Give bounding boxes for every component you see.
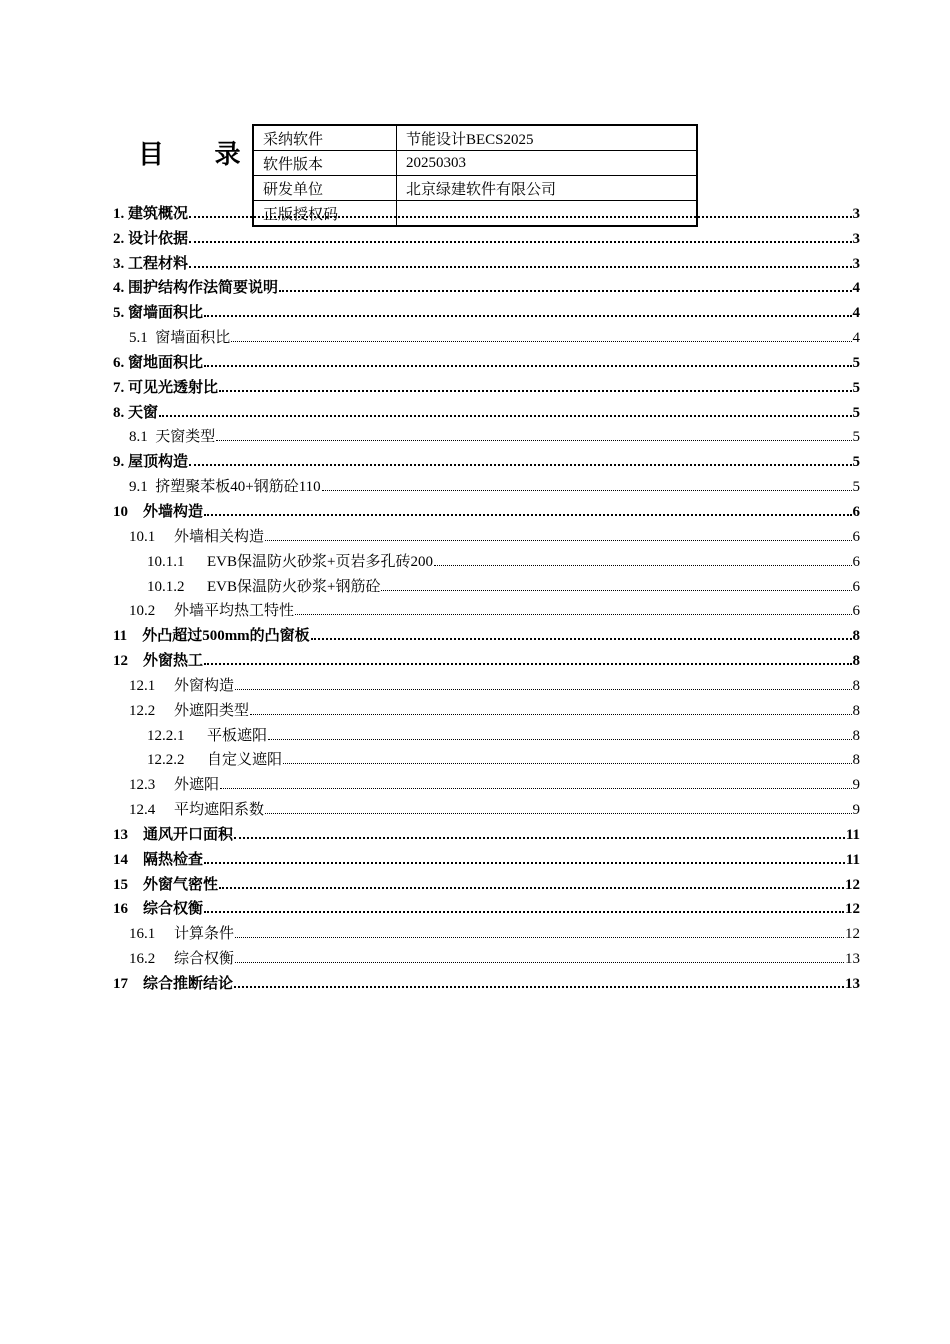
dot-leader bbox=[204, 364, 851, 367]
toc-entry[interactable] bbox=[113, 471, 860, 496]
toc-entry-label: 天窗 bbox=[128, 404, 159, 421]
toc-entry[interactable] bbox=[113, 446, 860, 471]
toc-entry-page: 5 bbox=[852, 404, 860, 421]
info-key: 软件版本 bbox=[253, 151, 397, 176]
toc-entry-page: 12 bbox=[845, 901, 860, 918]
toc-entry-label: 外墙相关构造 bbox=[174, 528, 265, 545]
toc-entry-page: 4 bbox=[852, 280, 860, 297]
toc-entry[interactable] bbox=[113, 720, 860, 745]
dot-leader bbox=[204, 314, 851, 317]
toc-entry-page: 12 bbox=[845, 876, 860, 893]
toc-entry[interactable] bbox=[113, 347, 860, 372]
toc-entry-number: 10.1 bbox=[129, 528, 174, 545]
toc-entry-number: 10.2 bbox=[129, 603, 174, 620]
dot-leader bbox=[295, 613, 851, 615]
toc-entry-page: 13 bbox=[845, 951, 860, 968]
dot-leader bbox=[265, 539, 851, 541]
toc-entry-page: 3 bbox=[852, 205, 860, 222]
toc-entry-label: 建筑概况 bbox=[128, 205, 189, 222]
toc-entry-label: EVB保温防火砂浆+钢筋砼 bbox=[207, 578, 381, 595]
toc-entry-page: 8 bbox=[852, 653, 860, 670]
toc-entry-number: 12.3 bbox=[129, 777, 174, 794]
toc-entry-number: 17 bbox=[113, 976, 143, 992]
toc-entry-label: 通风开口面积 bbox=[143, 826, 234, 843]
dot-leader bbox=[204, 662, 851, 665]
toc-entry[interactable] bbox=[113, 372, 860, 397]
toc-entry-label: 外墙平均热工特性 bbox=[174, 603, 295, 620]
dot-leader bbox=[235, 961, 844, 963]
info-row bbox=[253, 176, 697, 201]
dot-leader bbox=[235, 688, 851, 690]
toc-entry-label: 工程材料 bbox=[128, 255, 189, 272]
toc-entry-number: 12.2.1 bbox=[147, 727, 207, 744]
toc-entry-page: 6 bbox=[852, 603, 860, 620]
toc-entry-page: 11 bbox=[845, 851, 860, 868]
toc-entry[interactable] bbox=[113, 248, 860, 273]
table-of-contents bbox=[113, 198, 860, 993]
toc-entry-page: 5 bbox=[852, 379, 860, 396]
toc-entry-label: 计算条件 bbox=[174, 926, 235, 943]
dot-leader bbox=[189, 215, 851, 218]
toc-entry-label: 外凸超过500mm的凸窗板 bbox=[142, 628, 310, 645]
toc-entry-number: 8. bbox=[113, 404, 128, 421]
info-value: 北京绿建软件有限公司 bbox=[397, 176, 698, 201]
toc-entry-page: 4 bbox=[852, 330, 860, 347]
toc-entry-number: 2. bbox=[113, 230, 128, 247]
toc-entry-label: 平均遮阳系数 bbox=[174, 802, 265, 819]
dot-leader bbox=[189, 463, 851, 466]
toc-entry-number: 12.1 bbox=[129, 677, 174, 694]
toc-entry-page: 3 bbox=[852, 255, 860, 272]
dot-leader bbox=[216, 439, 851, 441]
toc-entry[interactable] bbox=[113, 546, 860, 571]
toc-entry-number: 13 bbox=[113, 826, 143, 843]
dot-leader bbox=[268, 738, 851, 740]
toc-entry-label: 窗墙面积比 bbox=[128, 305, 204, 322]
toc-entry-label: 外遮阳类型 bbox=[174, 702, 250, 719]
toc-entry-number: 4. bbox=[113, 280, 128, 297]
toc-entry[interactable] bbox=[113, 769, 860, 794]
toc-entry[interactable] bbox=[113, 844, 860, 869]
toc-entry-number: 14 bbox=[113, 851, 143, 868]
info-key: 研发单位 bbox=[253, 176, 397, 201]
toc-entry-label: 屋顶构造 bbox=[128, 454, 189, 471]
dot-leader bbox=[250, 713, 851, 715]
toc-heading: 目 录 bbox=[138, 140, 263, 169]
toc-entry-page: 8 bbox=[852, 702, 860, 719]
toc-entry-page: 5 bbox=[852, 454, 860, 471]
toc-entry[interactable] bbox=[113, 645, 860, 670]
toc-entry[interactable] bbox=[113, 422, 860, 447]
toc-entry-number: 9. bbox=[113, 454, 128, 471]
toc-entry-label: 综合权衡 bbox=[174, 951, 235, 968]
dot-leader bbox=[311, 637, 852, 640]
toc-entry[interactable] bbox=[113, 894, 860, 919]
toc-entry-number: 11 bbox=[113, 628, 143, 645]
toc-entry[interactable] bbox=[113, 943, 860, 968]
toc-entry-page: 13 bbox=[845, 976, 860, 992]
toc-entry-number: 5.1 bbox=[129, 330, 156, 347]
toc-entry[interactable] bbox=[113, 223, 860, 248]
dot-leader bbox=[219, 886, 844, 889]
toc-entry-label: EVB保温防火砂浆+页岩多孔砖200 bbox=[207, 553, 433, 570]
toc-entry-page: 12 bbox=[845, 926, 860, 943]
dot-leader bbox=[279, 289, 851, 292]
toc-entry[interactable] bbox=[113, 745, 860, 770]
info-row bbox=[253, 151, 697, 176]
toc-entry-number: 12 bbox=[113, 653, 143, 670]
toc-entry-page: 8 bbox=[852, 727, 860, 744]
toc-entry-page: 5 bbox=[852, 479, 860, 496]
toc-entry-label: 外窗气密性 bbox=[143, 876, 219, 893]
toc-entry-page: 5 bbox=[852, 354, 860, 371]
toc-entry[interactable] bbox=[113, 670, 860, 695]
toc-entry-number: 3. bbox=[113, 255, 128, 272]
dot-leader bbox=[189, 265, 851, 268]
toc-entry-page: 6 bbox=[852, 553, 860, 570]
dot-leader bbox=[159, 414, 851, 417]
toc-entry[interactable] bbox=[113, 322, 860, 347]
dot-leader bbox=[434, 564, 852, 566]
toc-entry[interactable] bbox=[113, 918, 860, 943]
toc-entry-label: 外墙构造 bbox=[143, 503, 204, 520]
toc-entry[interactable] bbox=[113, 571, 860, 596]
toc-entry-page: 6 bbox=[852, 503, 860, 520]
toc-entry-number: 16.2 bbox=[129, 951, 174, 968]
toc-entry-number: 10.1.1 bbox=[147, 553, 207, 570]
toc-entry[interactable] bbox=[113, 819, 860, 844]
dot-leader bbox=[265, 812, 851, 814]
toc-entry[interactable] bbox=[113, 869, 860, 894]
toc-entry-label: 可见光透射比 bbox=[128, 379, 219, 396]
toc-entry-label: 外遮阳 bbox=[174, 777, 220, 794]
dot-leader bbox=[381, 589, 851, 591]
toc-entry-label: 设计依据 bbox=[128, 230, 189, 247]
toc-entry-number: 12.4 bbox=[129, 802, 174, 819]
dot-leader bbox=[204, 910, 844, 913]
toc-entry-label: 围护结构作法简要说明 bbox=[128, 280, 279, 297]
toc-entry-label: 外窗构造 bbox=[174, 677, 235, 694]
toc-entry-label: 自定义遮阳 bbox=[207, 752, 283, 769]
toc-entry-label: 隔热检查 bbox=[143, 851, 204, 868]
toc-entry-page: 8 bbox=[852, 677, 860, 694]
toc-entry[interactable] bbox=[113, 596, 860, 621]
toc-entry-label: 综合推断结论 bbox=[143, 976, 234, 992]
dot-leader bbox=[234, 985, 844, 988]
toc-entry-number: 8.1 bbox=[129, 429, 156, 446]
toc-entry[interactable] bbox=[113, 620, 860, 645]
toc-entry[interactable] bbox=[113, 273, 860, 298]
toc-entry-number: 15 bbox=[113, 876, 143, 893]
toc-entry-page: 9 bbox=[852, 777, 860, 794]
toc-entry-page: 5 bbox=[852, 429, 860, 446]
toc-entry-number: 1. bbox=[113, 205, 128, 222]
dot-leader bbox=[204, 861, 845, 864]
toc-entry-page: 6 bbox=[852, 528, 860, 545]
toc-entry-page: 6 bbox=[852, 578, 860, 595]
toc-entry-number: 12.2.2 bbox=[147, 752, 207, 769]
toc-entry-label: 综合权衡 bbox=[143, 901, 204, 918]
dot-leader bbox=[204, 513, 851, 516]
toc-entry-number: 7. bbox=[113, 379, 128, 396]
toc-entry-page: 8 bbox=[852, 628, 860, 645]
toc-entry-number: 5. bbox=[113, 305, 128, 322]
toc-entry[interactable] bbox=[113, 968, 860, 993]
toc-entry-label: 窗墙面积比 bbox=[155, 330, 231, 347]
toc-entry-number: 9.1 bbox=[129, 479, 156, 496]
toc-entry-label: 窗地面积比 bbox=[128, 354, 204, 371]
info-value: 节能设计BECS2025 bbox=[397, 125, 698, 151]
toc-entry-page: 4 bbox=[852, 305, 860, 322]
toc-entry[interactable] bbox=[113, 521, 860, 546]
toc-entry-page: 8 bbox=[852, 752, 860, 769]
toc-entry-number: 16 bbox=[113, 901, 143, 918]
toc-entry-number: 10 bbox=[113, 503, 143, 520]
toc-entry[interactable] bbox=[113, 794, 860, 819]
info-key: 采纳软件 bbox=[253, 125, 397, 151]
dot-leader bbox=[220, 787, 851, 789]
dot-leader bbox=[189, 240, 851, 243]
dot-leader bbox=[219, 389, 851, 392]
toc-entry[interactable] bbox=[113, 695, 860, 720]
dot-leader bbox=[231, 340, 851, 342]
dot-leader bbox=[322, 489, 852, 491]
toc-entry[interactable] bbox=[113, 198, 860, 223]
info-row bbox=[253, 125, 697, 151]
toc-entry-label: 天窗类型 bbox=[155, 429, 216, 446]
toc-entry-page: 11 bbox=[845, 826, 860, 843]
toc-entry-label: 挤塑聚苯板40+钢筋砼110 bbox=[155, 479, 321, 496]
toc-entry-number: 10.1.2 bbox=[147, 578, 207, 595]
toc-entry-number: 12.2 bbox=[129, 702, 174, 719]
toc-entry-number: 6. bbox=[113, 354, 128, 371]
toc-entry[interactable] bbox=[113, 397, 860, 422]
toc-entry-page: 3 bbox=[852, 230, 860, 247]
info-value: 20250303 bbox=[397, 151, 698, 176]
dot-leader bbox=[234, 836, 845, 839]
toc-entry-number: 16.1 bbox=[129, 926, 174, 943]
toc-entry-label: 外窗热工 bbox=[143, 653, 204, 670]
toc-entry[interactable] bbox=[113, 496, 860, 521]
toc-entry[interactable] bbox=[113, 297, 860, 322]
toc-entry-label: 平板遮阳 bbox=[207, 727, 268, 744]
toc-entry-page: 9 bbox=[852, 802, 860, 819]
dot-leader bbox=[235, 936, 844, 938]
info-key: 正版授权码 bbox=[253, 201, 397, 227]
dot-leader bbox=[283, 762, 851, 764]
